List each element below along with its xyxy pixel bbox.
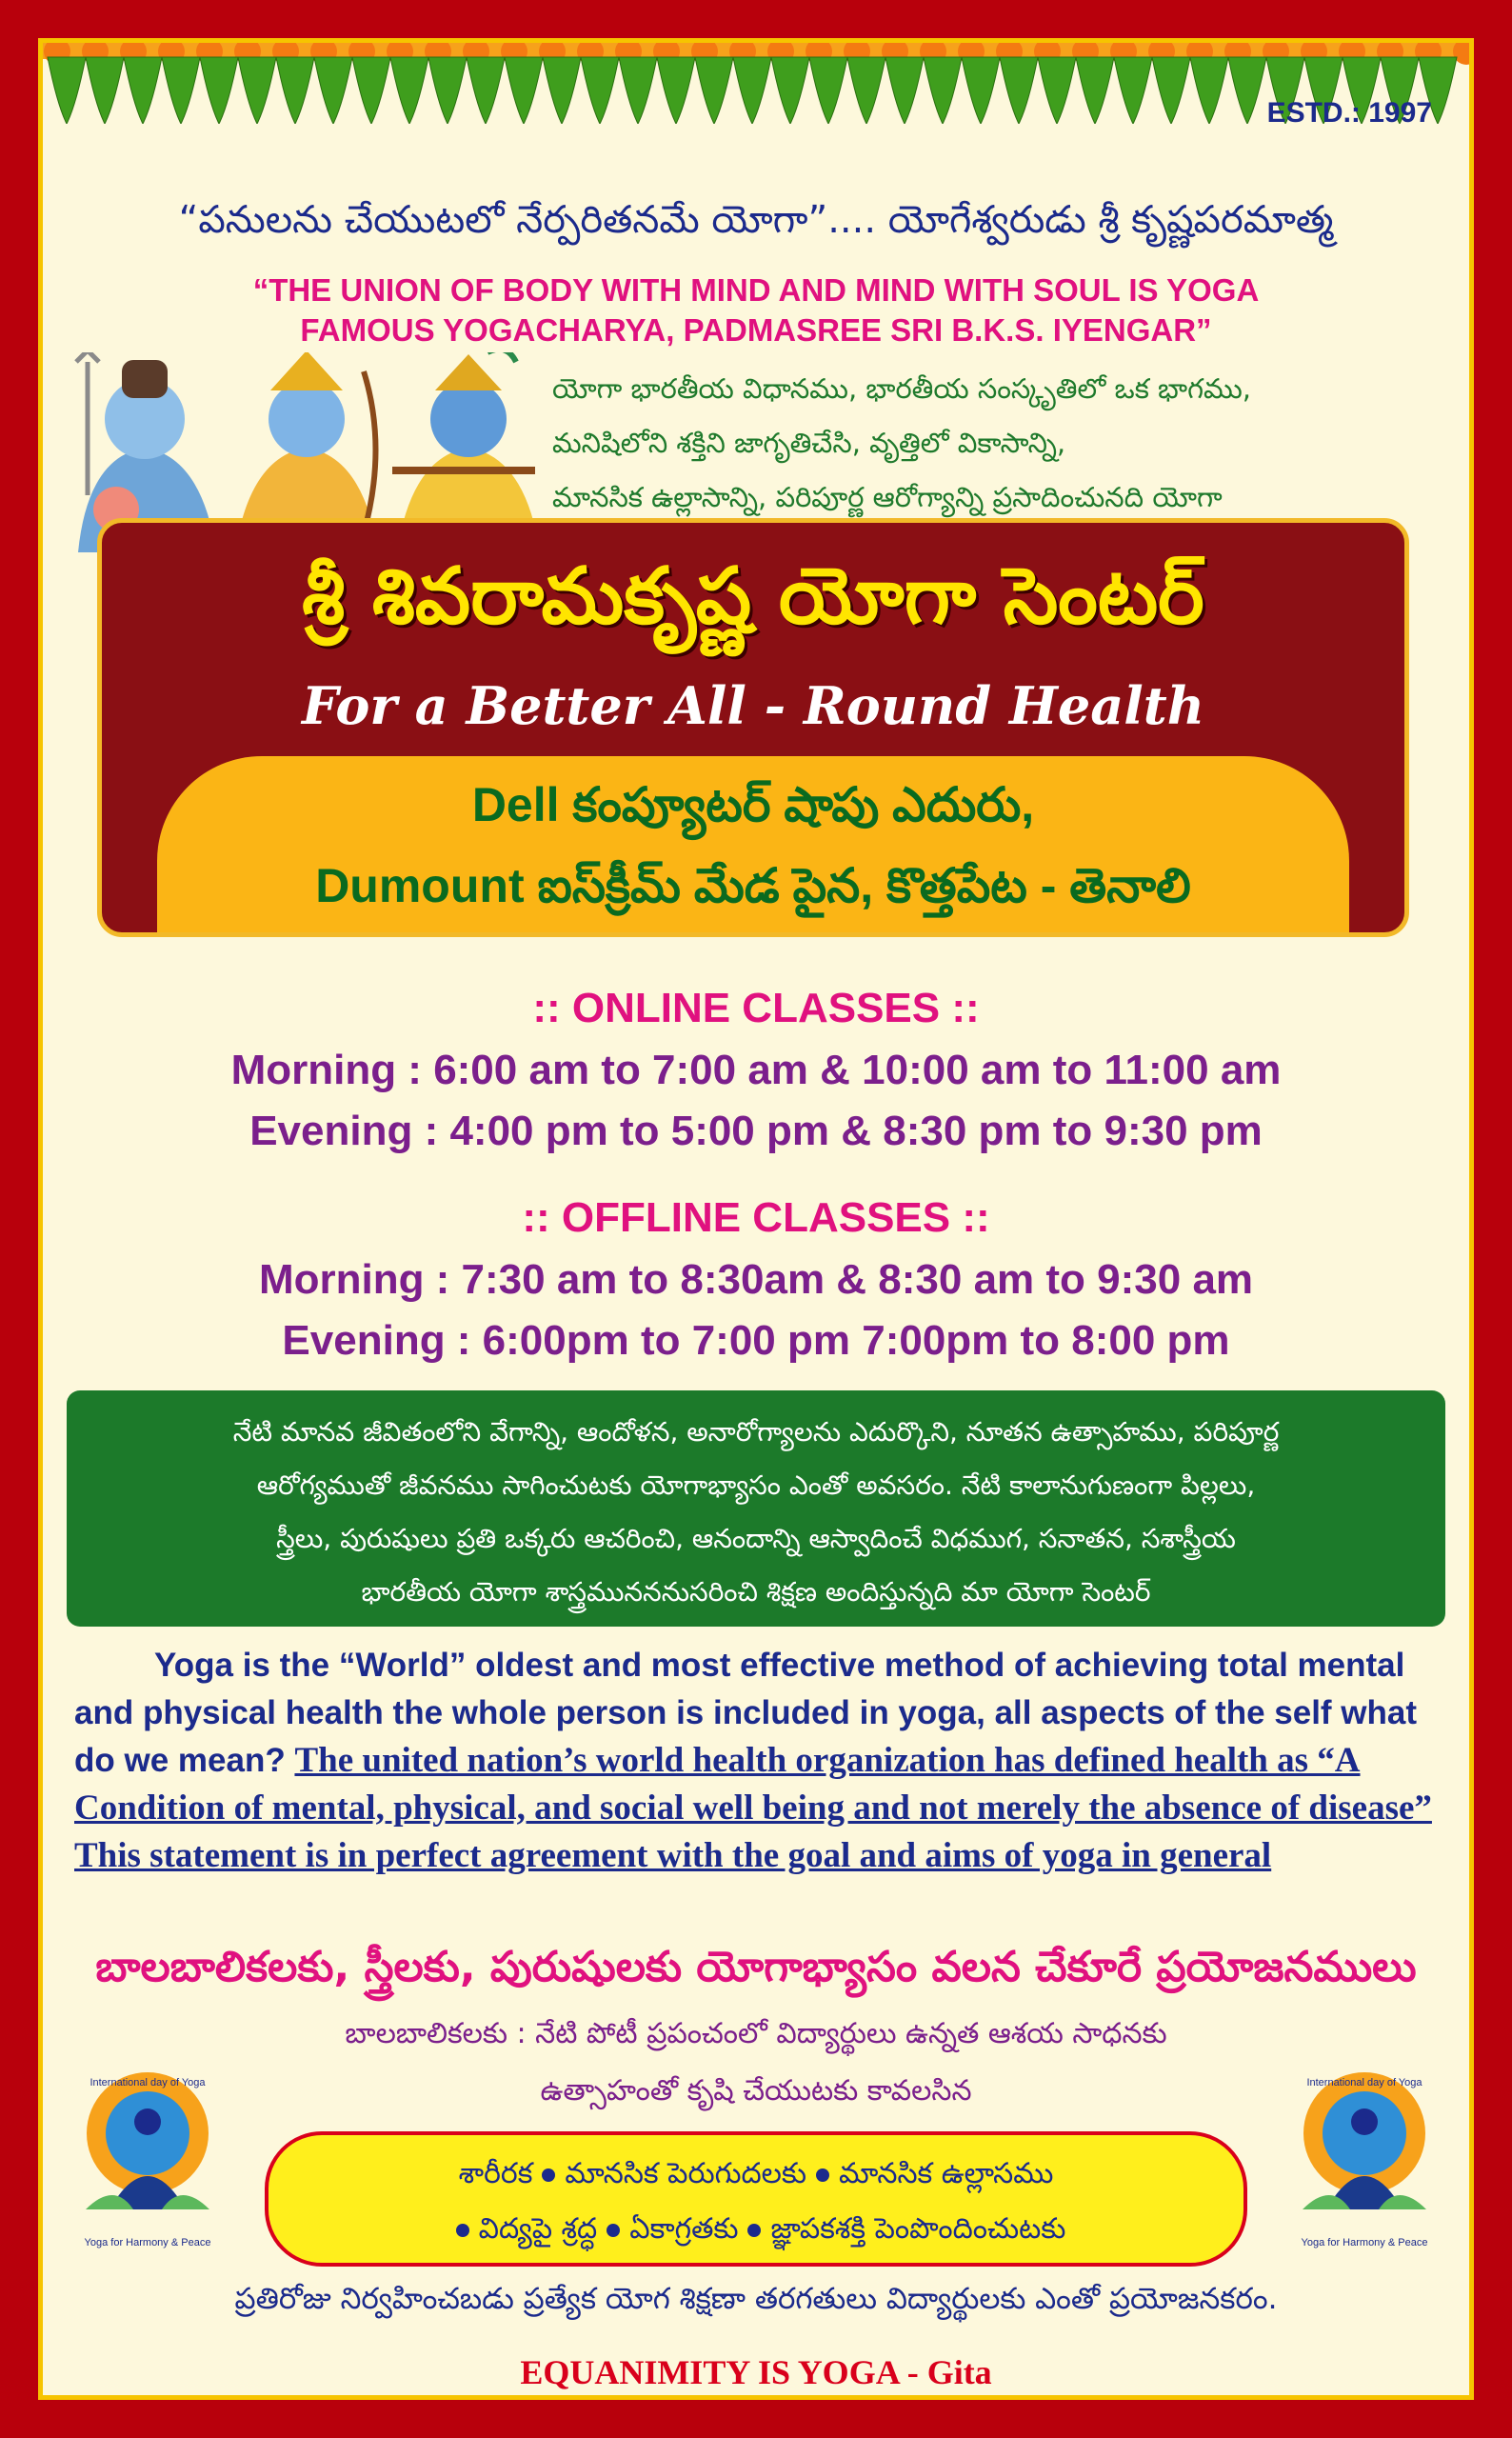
- description-line: స్త్రీలు, పురుషులు ప్రతి ఒక్కరు ఆచరించి, ఆనందాన్ని ఆస్వాదించే విధముగ, సనాతన, సశాస్త్రీయ: [276, 1523, 1236, 1554]
- online-morning-schedule: Morning : 6:00 am to 7:00 am & 10:00 am to 11:00 am: [230, 1047, 1282, 1093]
- offline-classes-section: [38, 1194, 1474, 1371]
- center-name-banner: [97, 518, 1409, 937]
- logo-caption: Yoga for Harmony & Peace: [1301, 2237, 1428, 2248]
- bullet-icon: [816, 2168, 829, 2182]
- bullet-icon: [542, 2168, 555, 2182]
- intro-line: యోగా భారతీయ విధానము, భారతీయ సంస్కృతిలో ఒక భాగము,: [552, 372, 1251, 405]
- benefit-item: మానసిక పెరుగుదలకు: [565, 2157, 806, 2190]
- established-year: ESTD.: 1997: [1266, 97, 1432, 129]
- center-name: శ్రీ శివరామకృష్ణ యోగా సెంటర్: [302, 551, 1204, 642]
- english-paragraph: [74, 1642, 1438, 1880]
- online-classes-section: [38, 985, 1474, 1162]
- children-benefits-text: [38, 2006, 1474, 2120]
- children-line: బాలబాలికలకు : నేటి పోటీ ప్రపంచంలో విద్యార్థులు ఉన్నత ఆశయ సాధనకు: [345, 2017, 1167, 2050]
- english-quote-line-1: “THE UNION OF BODY WITH MIND AND MIND WITH SOUL IS YOGA: [252, 272, 1260, 308]
- address-block: [157, 756, 1349, 937]
- daily-classes-note: ప్రతిరోజు నిర్వహించబడు ప్రత్యేక యోగ శిక్షణా తరగతులు విద్యార్థులకు ఎంతో ప్రయోజనకరం.: [234, 2282, 1278, 2316]
- benefit-item: మానసిక ఉల్లాసము: [838, 2157, 1054, 2190]
- online-classes-heading: :: ONLINE CLASSES ::: [532, 985, 980, 1031]
- benefits-row-2: [269, 2202, 1243, 2257]
- bullet-icon: [456, 2224, 469, 2237]
- telugu-description-box: [67, 1390, 1445, 1627]
- paragraph-plain-text: Yoga is the “World” oldest and most effective method of achieving total mental and physical health the whole person is included in yoga, all aspects of the self what do we mean?: [74, 1647, 1418, 1779]
- yoga-day-logo-left: [67, 2067, 229, 2257]
- paragraph-underlined-text: The united nation’s world health organization has defined health as “A Condition of mental, physical, and social well being and not merely the absence of disease” This statement is in perfect agreement with the goal and aims of yoga in general: [74, 1741, 1432, 1875]
- benefit-item: ఏకాగ్రతకు: [629, 2212, 739, 2246]
- description-line: నేటి మానవ జీవితంలోని వేగాన్ని, ఆందోళన, అనారోగ్యాలను ఎదుర్కొని, నూతన ఉత్సాహము, పరిపూర్ణ: [232, 1416, 1280, 1448]
- address-line-1: Dell కంప్యూటర్ షాపు ఎదురు,: [471, 778, 1035, 831]
- benefit-item: జ్ఞాపకశక్తి పెంపొందించుటకు: [770, 2212, 1066, 2246]
- telugu-quote: “పనులను చేయుటలో నేర్పరితనమే యోగా”.... యోగేశ్వరుడు శ్రీ కృష్ణపరమాత్మ: [178, 198, 1334, 242]
- benefits-title: బాలబాలికలకు, స్త్రీలకు, పురుషులకు యోగాభ్యాసం వలన చేకూరే ప్రయోజనములు: [95, 1943, 1417, 1991]
- benefits-row-1: [269, 2147, 1243, 2202]
- benefits-list-box: [265, 2131, 1247, 2267]
- flower-garland-decoration: [38, 38, 1474, 124]
- intro-line: మానసిక ఉల్లాసాన్ని, పరిపూర్ణ ఆరోగ్యాన్ని ప్రసాదించునది యోగా: [552, 481, 1223, 513]
- intro-line: మనిషిలోని శక్తిని జాగృతిచేసి, వృత్తిలో వికాసాన్ని,: [552, 427, 1066, 459]
- description-line: ఆరోగ్యముతో జీవనము సాగించుటకు యోగాభ్యాసం ఎంతో అవసరం. నేటి కాలానుగుణంగా పిల్లలు,: [256, 1469, 1256, 1501]
- logo-arc-text: International day of Yoga: [90, 2077, 206, 2088]
- tagline: For a Better All - Round Health: [302, 675, 1204, 736]
- logo-caption: Yoga for Harmony & Peace: [84, 2237, 211, 2248]
- address-line-2: Dumount ఐస్‌క్రీమ్ మేడ పైన, కొత్తపేట - తెనాలి: [315, 859, 1191, 912]
- footer-quote: EQUANIMITY IS YOGA - Gita: [520, 2353, 992, 2391]
- online-evening-schedule: Evening : 4:00 pm to 5:00 pm & 8:30 pm to 9:30 pm: [249, 1108, 1263, 1154]
- english-quote: [38, 270, 1474, 350]
- english-quote-line-2: FAMOUS YOGACHARYA, PADMASREE SRI B.K.S. IYENGAR”: [300, 312, 1212, 348]
- intro-text: [552, 362, 1445, 525]
- bullet-icon: [747, 2224, 761, 2237]
- offline-evening-schedule: Evening : 6:00pm to 7:00 pm 7:00pm to 8:00 pm: [282, 1317, 1230, 1364]
- bullet-icon: [607, 2224, 620, 2237]
- benefit-item: విద్యపై శ్రద్ధ: [478, 2212, 598, 2246]
- benefit-item: శారీరక: [458, 2157, 533, 2190]
- description-line: భారతీయ యోగా శాస్త్రమునననుసరించి శిక్షణ అందిస్తున్నది మా యోగా సెంటర్: [361, 1576, 1151, 1608]
- offline-morning-schedule: Morning : 7:30 am to 8:30am & 8:30 am to 9:30 am: [258, 1256, 1254, 1303]
- children-line: ఉత్సాహంతో కృషి చేయుటకు కావలసిన: [540, 2074, 972, 2108]
- yoga-day-logo-right: [1283, 2067, 1445, 2257]
- logo-arc-text: International day of Yoga: [1306, 2077, 1422, 2088]
- offline-classes-heading: :: OFFLINE CLASSES ::: [522, 1194, 990, 1241]
